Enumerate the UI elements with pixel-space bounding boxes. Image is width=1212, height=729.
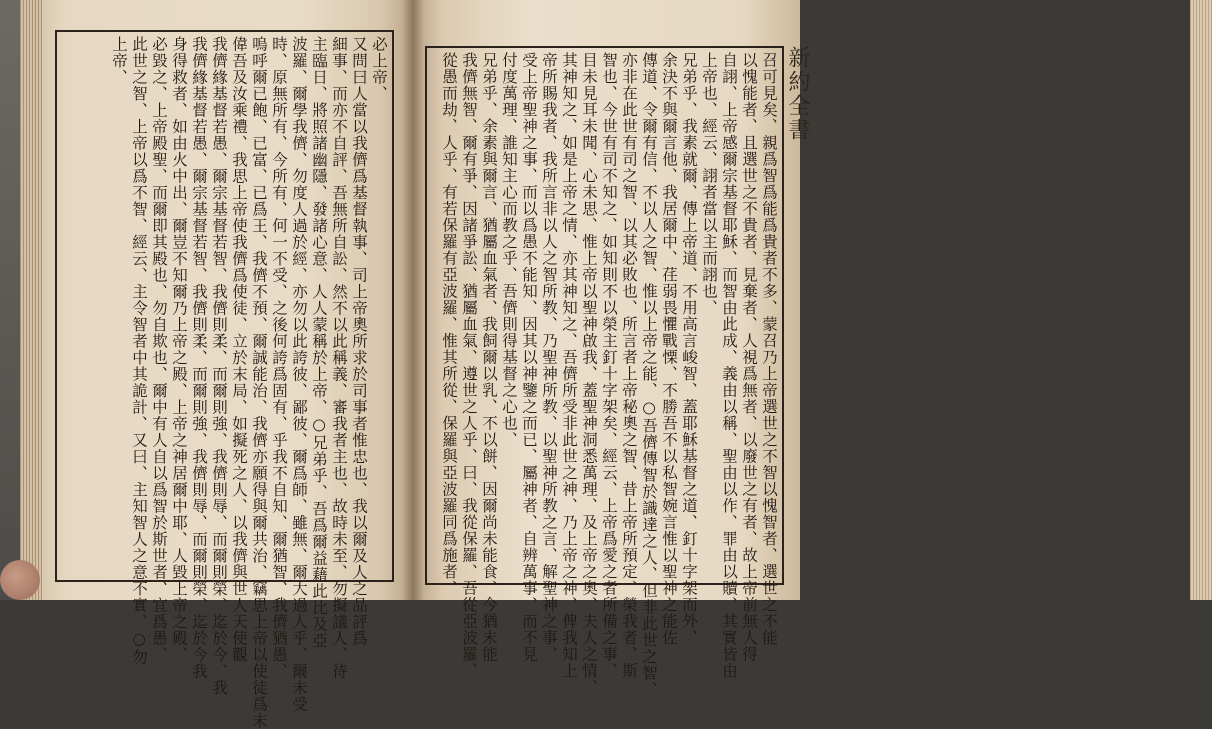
text-column: 嗚呼爾已飽、已富、已爲王、我儕不預、爾誠能治、我儕亦願得與爾共治、竊思上帝以使徒爲末 [250, 36, 268, 729]
text-column: 自詡、上帝感爾宗基督耶穌、而智由此成、義由以稱、聖由以作、罪由以贖、其實皆由 [720, 52, 738, 679]
text-column: 此世之智、上帝以爲不智、經云、主令智者中其詭計、又曰、主知智人之意不實、○勿 [130, 36, 148, 666]
right-text-frame [425, 46, 784, 698]
text-column: 上帝、 [110, 36, 128, 86]
thumb [0, 560, 40, 600]
text-column: 必上帝、 [370, 36, 388, 102]
page-stack-edge [20, 0, 42, 600]
text-column: 兄弟乎、余素與爾言、猶屬血氣者、我飼爾以乳、不以餅、因爾尚未能食、今猶未能 [480, 52, 498, 663]
text-column: 主臨日、將照諸幽隱、發諸心意、人人蒙稱於上帝、○兄弟乎、吾爲爾益藉此比及亞 [310, 36, 328, 649]
text-column: 傳道、令爾有信、不以人之智、惟以上帝之能、○吾儕傳智於識達之人、但非此世之智、 [640, 52, 658, 698]
text-column: 帝所賜我者、我所言非以人之智所教、乃聖神所教、以聖神所教之言、解聖神之事、 [540, 52, 558, 663]
text-column: 目未見耳未聞、心未思、惟上帝以聖神啟我、蓋聖神洞悉萬理、及上帝之奧、夫人之情、 [580, 52, 598, 696]
text-column: 從愚而劫、人乎、有若保羅有亞波羅、惟其所從、保羅與亞波羅同爲施者、 [440, 52, 458, 597]
text-column: 以愧能者、且選世之不貴者、見棄者、人視爲無者、以廢世之有者、故上帝前無人得 [740, 52, 758, 663]
text-column: 我儕無智、爾有爭、因諸爭訟、猶屬血氣、遵世之人乎、曰、我從保羅、吾從亞波羅、 [460, 52, 478, 679]
text-column: 召可見矣、親爲智爲能爲貴者不多、蒙召乃上帝選世之不智以愧智者、選世之不能 [760, 52, 778, 646]
text-column: 必毀之、上帝殿聖、而爾即其殿也、勿自欺也、爾中有人自以爲智於斯世者、宜爲愚、 [150, 36, 168, 663]
text-column: 余決不與爾言他、我居爾中、荏弱畏懼戰慄、不勝吾不以私智婉言惟以聖神之能佐 [660, 52, 678, 646]
text-column: 又問曰人當以我儕爲基督執事、司上帝奧所求於司事者惟忠也、我以爾及人之品評爲 [350, 36, 368, 647]
page-stack-edge [1190, 0, 1212, 600]
book-gutter [402, 0, 424, 600]
text-column: 受上帝聖神之事、而以爲愚不能知、因其以神鑒之而已、屬神者、自辨萬事、而不見 [520, 52, 538, 663]
text-column: 付度萬理、誰知主心而教之乎、吾儕則得基督之心也、 [500, 52, 518, 448]
text-column: 亦非在此世有司之智、以其必敗也、所言者上帝秘奧之智、昔上帝所預定、榮我者、斯 [620, 52, 638, 679]
text-column: 兄弟乎、我素就爾、傳上帝道、不用高言峻智、蓋耶穌基督之道、釘十字架而外、 [680, 52, 698, 646]
right-text-columns [431, 52, 778, 698]
text-column: 細事、而亦不自評、吾無所自訟、然不以此稱義、審我者主也、故時未至、勿擬議人、待 [330, 36, 348, 680]
left-text-frame [55, 30, 394, 729]
text-column: 身得救者、如由火中出、爾豈不知爾乃上帝之殿、上帝之神居爾中耶、人毀上帝之殿、 [170, 36, 188, 663]
text-column: 偉吾及汝乘禮、我思上帝使我儕爲使徒、立於末局、如擬死之人、以我儕與世人天使觀 [230, 36, 248, 663]
text-column: 其神知之、如是上帝之情、亦其神知之、吾儕所受非此世之神、乃上帝之神、俾我知上 [560, 52, 578, 679]
running-title: 新約全書 [785, 46, 810, 142]
text-column: 我儕緣基督若愚、爾宗基督若智、我儕則柔、而爾則強、我儕則辱、而爾則榮、迄於今我 [190, 36, 208, 680]
text-column: 時、原無所有、今所有、何一不受、之後何誇爲固有、乎我不自知、爾猶智、我儕猶愚、 [270, 36, 288, 680]
text-column: 波羅、爾學我儕、勿度人過於經、亦勿以此誇彼、鄙彼、爾爲師、雖無、爾大過人乎、爾未受 [290, 36, 308, 713]
text-column: 智也、今世有司不知之、如知則不以榮主釘十字架矣、經云、上帝爲愛之者所備之事、 [600, 52, 618, 679]
text-column: 我儕緣基督若愚、爾宗基督若智、我儕則柔、而爾則強、我儕則辱、而爾則榮、迄於今、我 [210, 36, 228, 696]
text-column: 上帝也、經云、詡者當以主而詡也、 [700, 52, 718, 316]
left-text-columns [61, 36, 388, 729]
